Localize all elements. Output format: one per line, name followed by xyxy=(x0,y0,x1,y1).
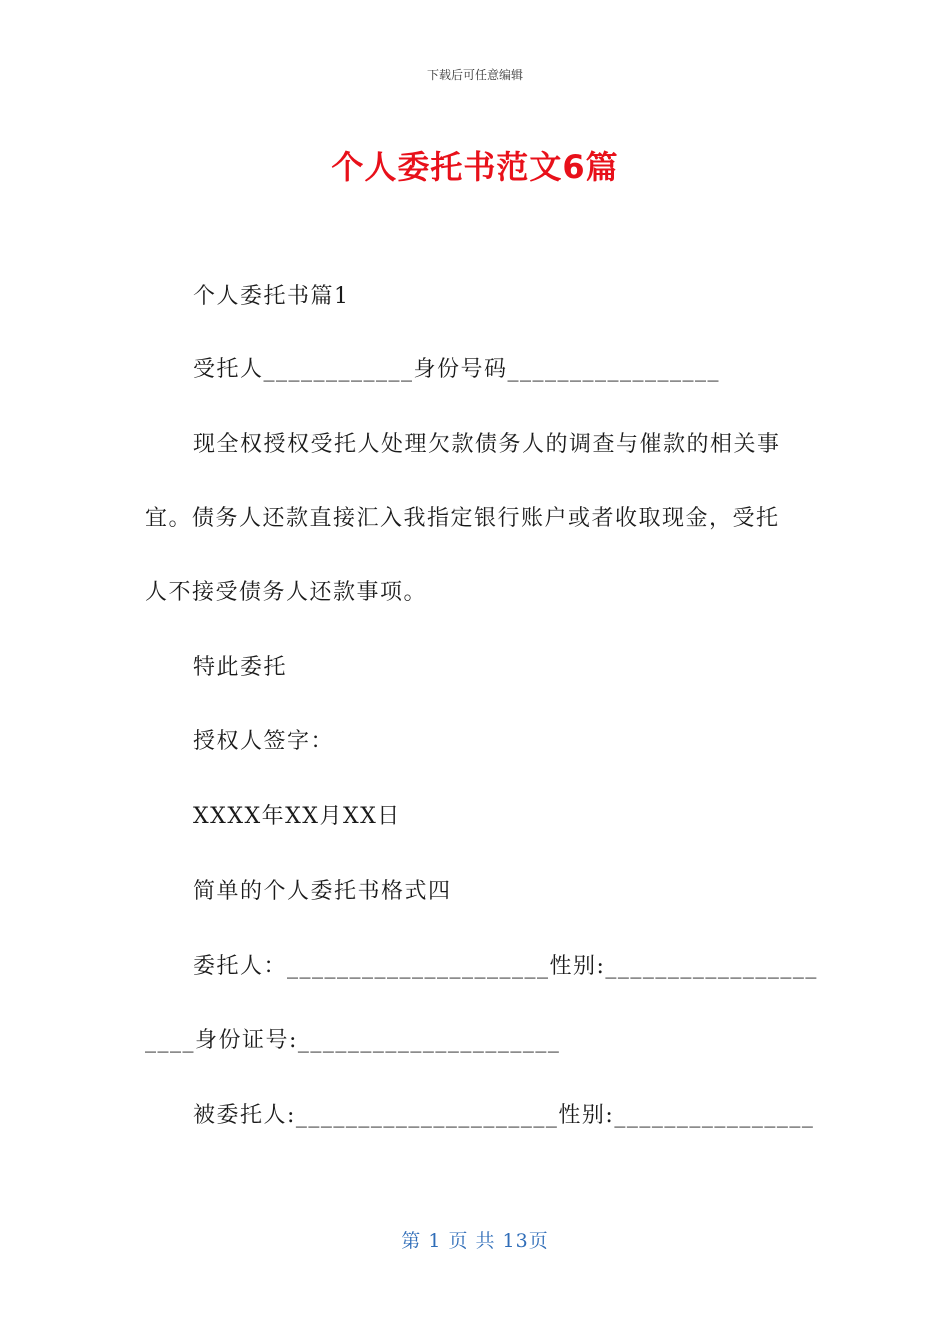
paragraph-line: 宜。债务人还款直接汇入我指定银行账户或者收取现金，受托 xyxy=(145,506,780,531)
paragraph-line: 人不接受债务人还款事项。 xyxy=(145,580,428,605)
id-number-line: ____身份证号:_____________________ xyxy=(145,1028,561,1053)
closing-text: 特此委托 xyxy=(193,655,288,680)
page-footer: 第 1 页 共 13页 xyxy=(401,1230,549,1252)
paragraph-line: 现全权授权受托人处理欠款债务人的调查与催款的相关事 xyxy=(193,432,781,457)
signature-line: 授权人签字： xyxy=(193,729,335,754)
header-note: 下载后可任意编辑 xyxy=(426,68,523,82)
date-line: XXXX年XX月XX日 xyxy=(193,804,401,829)
section-heading: 简单的个人委托书格式四 xyxy=(193,879,452,904)
document-title: 个人委托书范文6篇 xyxy=(331,148,619,186)
principal-line: 委托人：_____________________性别:_________________ xyxy=(193,954,818,979)
agent-line: 被委托人:_____________________性别:________________ xyxy=(193,1103,815,1128)
section-heading: 个人委托书篇1 xyxy=(193,284,350,309)
trustee-id-line: 受托人____________身份号码_________________ xyxy=(193,357,721,382)
